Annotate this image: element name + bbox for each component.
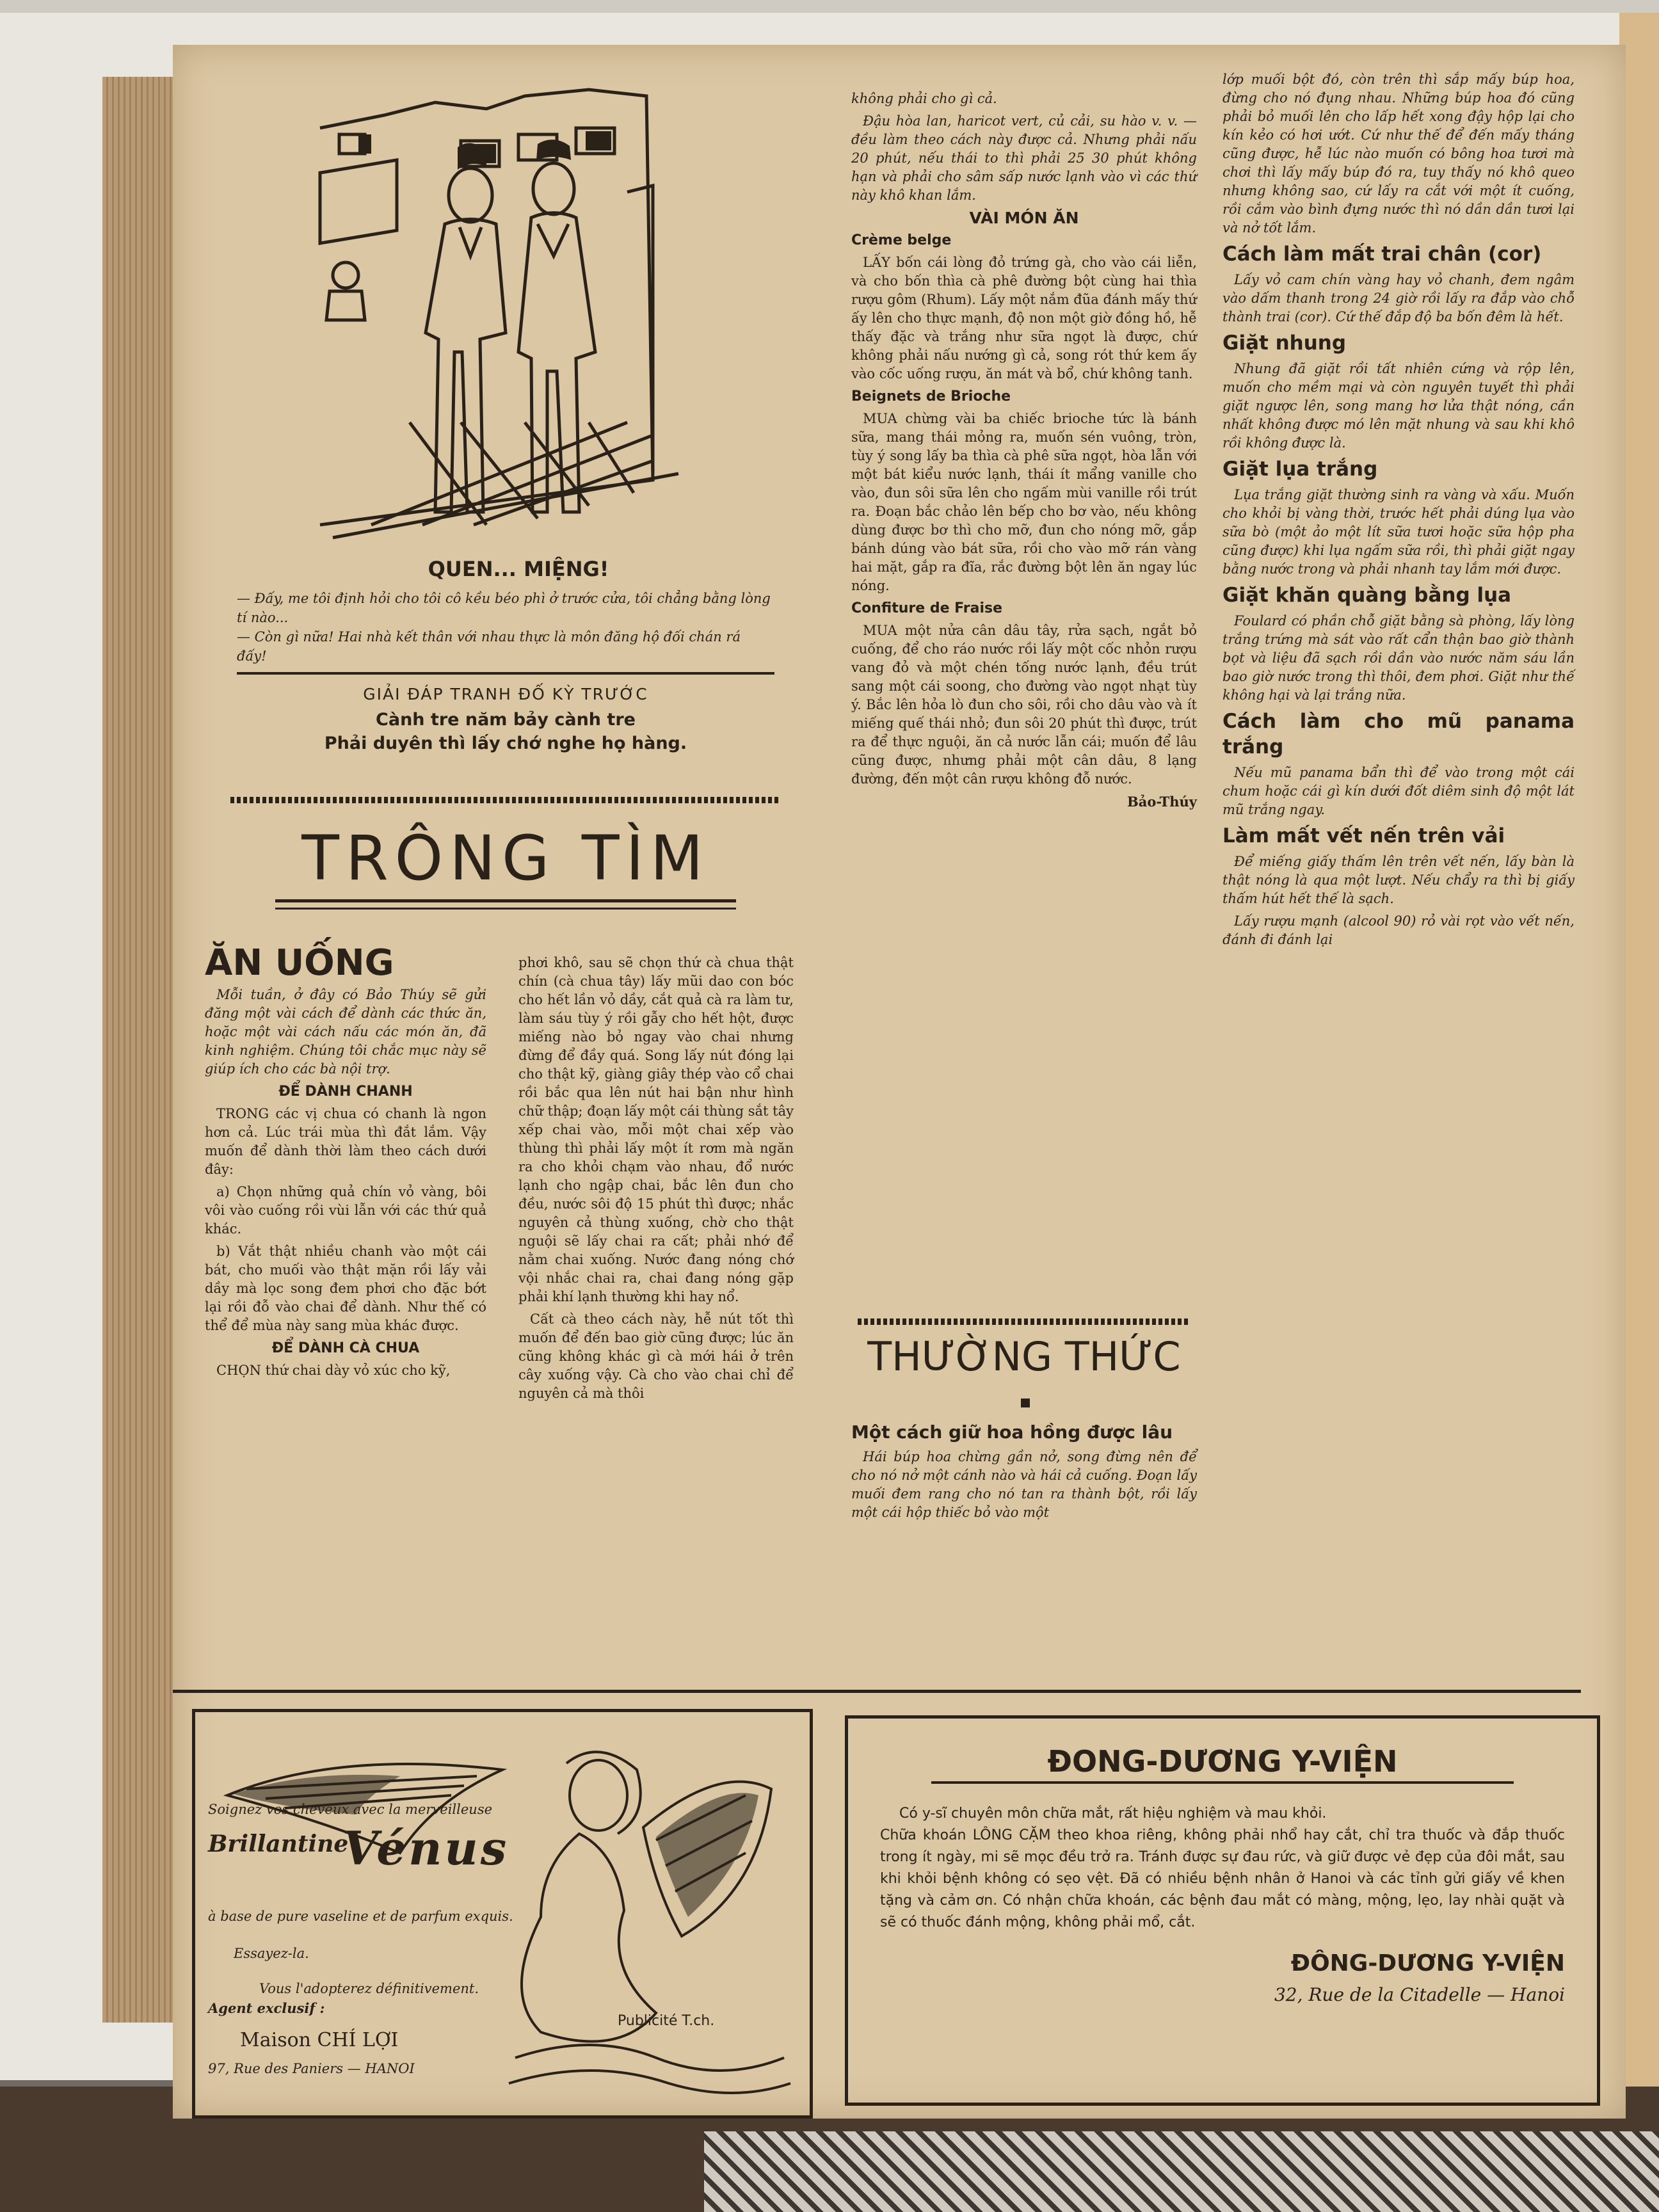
lam-mat-trai-chan-heading: Cách làm mất trai chân (cor) — [1222, 243, 1542, 266]
paragraph: Hái búp hoa chừng gần nở, song đừng nên để cho nó nở một cánh nào và hái cả cuống. Đoạn lấy muối đem rang cho nó tan ra thành bột, rồi lấy một cái hộp thiếc bỏ vào một — [851, 1449, 1197, 1520]
paragraph: phơi khô, sau sẽ chọn thứ cà chua thật chín (cà chua tây) lấy mũi dao con bóc cho hết lần vỏ dầy, cắt quả cà ra làm tư, làm sáu tùy ý rồi gẫy cho hết hột, được miếng nào bỏ ngay vào chai nhưng đừng để đầy quá. Song lấy nút đóng lại cho thật kỹ, giàng giây thép vào cổ chai rồi bắc qua lên nút hai bận như hình chữ thập; đoạn lấy một cái thùng sắt tây xếp chai vào, mỗi một chai xếp vào thùng thì phải lấy một ít rơm mà ngăn ra cho khỏi chạm vào nhau, đổ nước lạnh cho ngập chai, bắc lên đun cho đều, nước sôi độ 15 phút thì được; nhắc nguyên cả thùng xuống, chờ cho thật nguội sẽ lấy chai ra cất; phải nhớ để nằm chai xuống. Nước đang nóng chớ vội nhắc chai ra, chai đang nóng gặp phải khí lạnh thường khi hay nổ. — [518, 955, 794, 1304]
dongduong-title: ĐONG-DƯƠNG Y-VIỆN — [1047, 1744, 1398, 1779]
venus-ad — [192, 1709, 813, 2119]
paragraph: không phải cho gì cả. — [851, 91, 997, 106]
riddle-line-1: Cành tre năm bảy cành tre — [376, 710, 636, 730]
paragraph: Cất cà theo cách này, hễ nút tốt thì muốn để đến bao giờ cũng được; lúc ăn cũng không khác gì cà mới hái ở trên cây xuống vậy. Cà cho vào chai chỉ để nguyên cả mà thôi — [518, 1311, 794, 1401]
venus-line-1: Soignez vos cheveux avec la merveilleuse — [208, 1802, 493, 1817]
paragraph: Nếu mũ panama bẩn thì để vào trong một cái chum hoặc cái gì kín dưới đốt diêm sinh độ một lát mũ trắng ngay. — [1222, 765, 1575, 817]
riddle-line-2: Phải duyên thì lấy chớ nghe họ hàng. — [324, 733, 687, 753]
column-3-lower — [851, 1421, 1197, 1526]
vet-nen-heading: Làm mất vết nến trên vải — [1222, 824, 1505, 847]
paragraph: Lụa trắng giặt thường sinh ra vàng và xấu. Muốn cho khỏi bị vàng thời, trước hết phải dúng lụa vào sữa bò (một ảo một lít sữa tươi hoặc sữa hộp pha cũng được) khi lụa ngấm sữa rồi, thì phải giặt ngay bằng nước trong và phải nhanh tay lắm mới được. — [1222, 487, 1575, 577]
paragraph: Lấy vỏ cam chín vàng hay vỏ chanh, đem ngâm vào dấm thanh trong 24 giờ rồi lấy ra đắp vào chỗ thành trai (cor). Cứ thế đắp độ ba bốn đêm là hết. — [1222, 272, 1575, 325]
confiture-heading: Confiture de Fraise — [851, 600, 1003, 616]
dongduong-p1: Có y-sĩ chuyên môn chữa mắt, rất hiệu nghiệm và mau khỏi. — [899, 1806, 1327, 1822]
cartoon-line-2: — Còn gì nữa! Hai nhà kết thân với nhau thực là môn đăng hộ đối chán rá đấy! — [237, 629, 741, 664]
paragraph: CHỌN thứ chai dày vỏ xúc cho kỹ, — [216, 1363, 451, 1378]
cartoon-illustration — [294, 64, 742, 563]
wavy-divider — [858, 1318, 1190, 1325]
giat-khan-quang-heading: Giặt khăn quàng bằng lụa — [1222, 584, 1512, 607]
background-cloth — [704, 2131, 1659, 2212]
riddle-answer — [237, 685, 774, 753]
vai-mon-an-heading: VÀI MÓN ĂN — [969, 209, 1079, 227]
paragraph: Nhung đã giặt rồi tất nhiên cứng và rộp lên, muốn cho mềm mại và còn nguyên tuyết thì phải giặt ngược lên, song mang hơ lửa thật nóng, cần nhất không được mó lên mặt nhung và sau khi khô rồi không được là. — [1222, 361, 1575, 451]
dongduong-footer: ĐÔNG-DƯƠNG Y-VIỆN — [1290, 1950, 1565, 1976]
beignets-heading: Beignets de Brioche — [851, 389, 1011, 405]
venus-brand-small: Brillantine — [208, 1831, 349, 1857]
thuong-thuc-title: THƯỜNG THỨC — [867, 1333, 1181, 1380]
paragraph: a) Chọn những quả chín vỏ vàng, bôi vôi vào cuống rồi vùi lẫn với các thứ quả khác. — [205, 1184, 486, 1237]
venus-agent: Agent exclusif : — [208, 2000, 325, 2016]
cartoon-caption — [237, 589, 774, 666]
paragraph: lớp muối bột đó, còn trên thì sắp mấy búp hoa, đừng cho nó đụng nhau. Những búp hoa đó cũng phải bỏ muối lên cho lấp hết xong đậy hộp lại cho kín kẻo có hơi ướt. Cứ như thế để đến mấy tháng cũng được, hễ lúc nào muốn có bông hoa tươi mà chơi thì lấy mấy búp đó ra, tuy thấy nó khô queo nhưng không sao, cứ lấy ra cắt với một ít cuống, rồi cắm vào bình đựng nước thì nó dần dần tươi lại và nở tốt lắm. — [1222, 72, 1575, 236]
bullet-mark — [1021, 1399, 1030, 1407]
dongduong-p2: Chữa khoán LÔNG CẶM theo khoa riêng, không phải nhổ hay cắt, chỉ tra thuốc và đắp thuốc trong ít ngày, mi sẽ mọc đều trở ra. Tránh được sự đau rức, và giữ được vẻ đẹp của đôi mắt, sau khi khỏi bệnh không có sẹo vệt. Đã có nhiều bệnh nhân ở Hanoi và các tỉnh gửi giấy về khen tặng và cảm ơn. Có nhận chữa khoán, các bệnh đau mắt có màng, mộng, lẹo, lay nhài quặt và sẽ có thuốc đánh mộng, không phải mổ, cắt. — [880, 1827, 1565, 1930]
riddle-heading: GIẢI ĐÁP TRANH ĐỐ KỲ TRƯỚC — [363, 685, 648, 703]
paragraph: MUA chừng vài ba chiếc brioche tức là bánh sữa, mang thái mỏng ra, muốn sén vuông, tròn, tùy ý song lấy ba thìa cà phê sữa ngọt, hòa lẫn với một bát kiểu nước lạnh, thái ít mẩng vanille cho vào, đun sôi sữa lên cho ngấm mùi vanille rồi trút ra. Đoạn bắc chảo lên bếp cho bơ vào, nếu không dùng được bơ thì cho mỡ, đun cho nóng mỡ, gắp bánh dúng vào bát sữa, rồi cho vào mỡ rán vàng hai mặt, gắp ra đĩa, rắc đường bột lên ăn ngay lúc nóng. — [851, 411, 1197, 593]
paragraph: Đậu hòa lan, haricot vert, củ cải, su hào v. v. — đều làm theo cách này được cả. Nhưng phải nấu 20 phút, nếu thái to thì phải 25 30 phút không hạn và phải cho sâm sấp nước lạnh vào vì các thứ này khô khan lắm. — [851, 113, 1197, 203]
venus-credit: Publicité T.ch. — [618, 2013, 715, 2029]
column-2 — [518, 954, 794, 1407]
newspaper-page — [173, 45, 1626, 2119]
divider — [237, 672, 774, 675]
venus-line-3: Essayez-la. — [234, 1946, 309, 1961]
cartoon-line-1: — Đấy, me tôi định hỏi cho tôi cô kều béo phì ở trước cửa, tôi chẳng bằng lòng tí nào... — [237, 591, 771, 625]
creme-belge-heading: Crème belge — [851, 232, 952, 248]
wavy-divider — [230, 797, 781, 803]
giu-hoa-hong-heading: Một cách giữ hoa hồng được lâu — [851, 1422, 1173, 1443]
venus-line-2: à base de pure vaseline et de parfum exquis. — [208, 1909, 513, 1924]
paragraph: LẤY bốn cái lòng đỏ trứng gà, cho vào cái liễn, và cho bốn thìa cà phê đường bột cùng hai thìa rượu gôm (Rhum). Lấy một nắm đũa đánh mấy thứ ấy lên cho thực mạnh, độ non một giờ đồng hồ, hễ thấy đặc và trắng như sữa ngọt là được, chứ không phải nấu nướng gì cả, song rót thứ kem ấy vào cốc uống rượu, ăn mát và bổ, chứ không tanh. — [851, 255, 1197, 381]
de-danh-ca-chua-heading: ĐỂ DÀNH CÀ CHUA — [271, 1340, 420, 1356]
an-uong-title: ĂN UỐNG — [205, 942, 394, 984]
dongduong-address: 32, Rue de la Citadelle — Hanoi — [1274, 1984, 1565, 2005]
dongduong-title-underline — [931, 1781, 1514, 1784]
venus-line-4: Vous l'adopterez définitivement. — [259, 1981, 479, 1996]
de-danh-chanh-heading: ĐỂ DÀNH CHANH — [278, 1084, 413, 1100]
mu-panama-heading: Cách làm cho mũ panama trắng — [1222, 710, 1575, 758]
giat-lua-trang-heading: Giặt lụa trắng — [1222, 458, 1378, 481]
column-3 — [851, 90, 1197, 815]
title-underline — [275, 899, 736, 902]
venus-brand: Vénus — [342, 1821, 509, 1875]
paragraph: Foulard có phần chỗ giặt bằng sà phòng, lấy lòng trắng trứng mà sát vào rất cẩn thận bao giờ thành bọt và liệu đã sạch rồi dần vào nước năm sáu lần bao giờ nước trong thì thôi, đem phơi. Giặt như thế không hại và lại trắng nữa. — [1222, 613, 1575, 703]
title-underline-2 — [275, 908, 736, 910]
venus-address: 97, Rue des Paniers — HANOI — [208, 2061, 415, 2076]
column-1 — [205, 941, 486, 1384]
paragraph: Để miếng giấy thấm lên trên vết nến, lấy bàn là thật nóng là qua một lượt. Nếu chẩy ra thì bị giấy thấm hút hết thế là sạch. — [1222, 854, 1575, 906]
column-4 — [1222, 70, 1575, 953]
paragraph: TRONG các vị chua có chanh là ngon hơn cả. Lúc trái mùa thì đắt lắm. Vậy muốn để dành thời làm theo cách dưới đây: — [205, 1106, 486, 1177]
paragraph: MUA một nửa cân dâu tây, rửa sạch, ngắt bỏ cuống, để cho ráo nước rồi lấy một cốc nhỏn rượu vang đỏ và một chén tống nước lạnh, đều trút sang một cái soong, cho đường vào ngọt nhạt tùy ý. Bắc lên hỏa lò đun cho sôi, rồi cho dâu vào và ít miếng quế thái nhỏ; đun sôi 20 phút thì được, trút ra để thực nguội, ăn cả nước lẫn cái; muốn để lâu cũng được, nhưng phải một cân dâu, 8 lạng đường, đến một cân rượu không đỗ nước. — [851, 623, 1197, 787]
giat-nhung-heading: Giặt nhung — [1222, 332, 1347, 355]
section-title: TRÔNG TÌM — [301, 822, 710, 894]
ads-divider — [173, 1690, 1581, 1693]
paragraph: b) Vắt thật nhiều chanh vào một cái bát, cho muối vào thật mặn rồi lấy vải dầy mà lọc song đem phơi cho đặc bớt lại rồi đỗ vào chai để dành. Như thế có thể để mùa này sang mùa khác được. — [205, 1244, 486, 1333]
paragraph: Lấy rượu mạnh (alcool 90) rỏ vài rọt vào vết nến, đánh đi đánh lại — [1222, 913, 1575, 947]
venus-maison: Maison CHÍ LỢI — [240, 2029, 399, 2051]
an-uong-intro: Mỗi tuần, ở đây có Bảo Thúy sẽ gửi đăng một vài cách để dành các thức ăn, hoặc một vài cách nấu các món ăn, đã kinh nghiệm. Chúng tôi chắc mục này sẽ giúp ích cho các bà nội trợ. — [205, 987, 486, 1077]
signature: Bảo-Thúy — [1127, 794, 1197, 810]
cartoon-title: QUEN... MIỆNG! — [428, 557, 609, 581]
dongduong-ad — [845, 1715, 1600, 2106]
